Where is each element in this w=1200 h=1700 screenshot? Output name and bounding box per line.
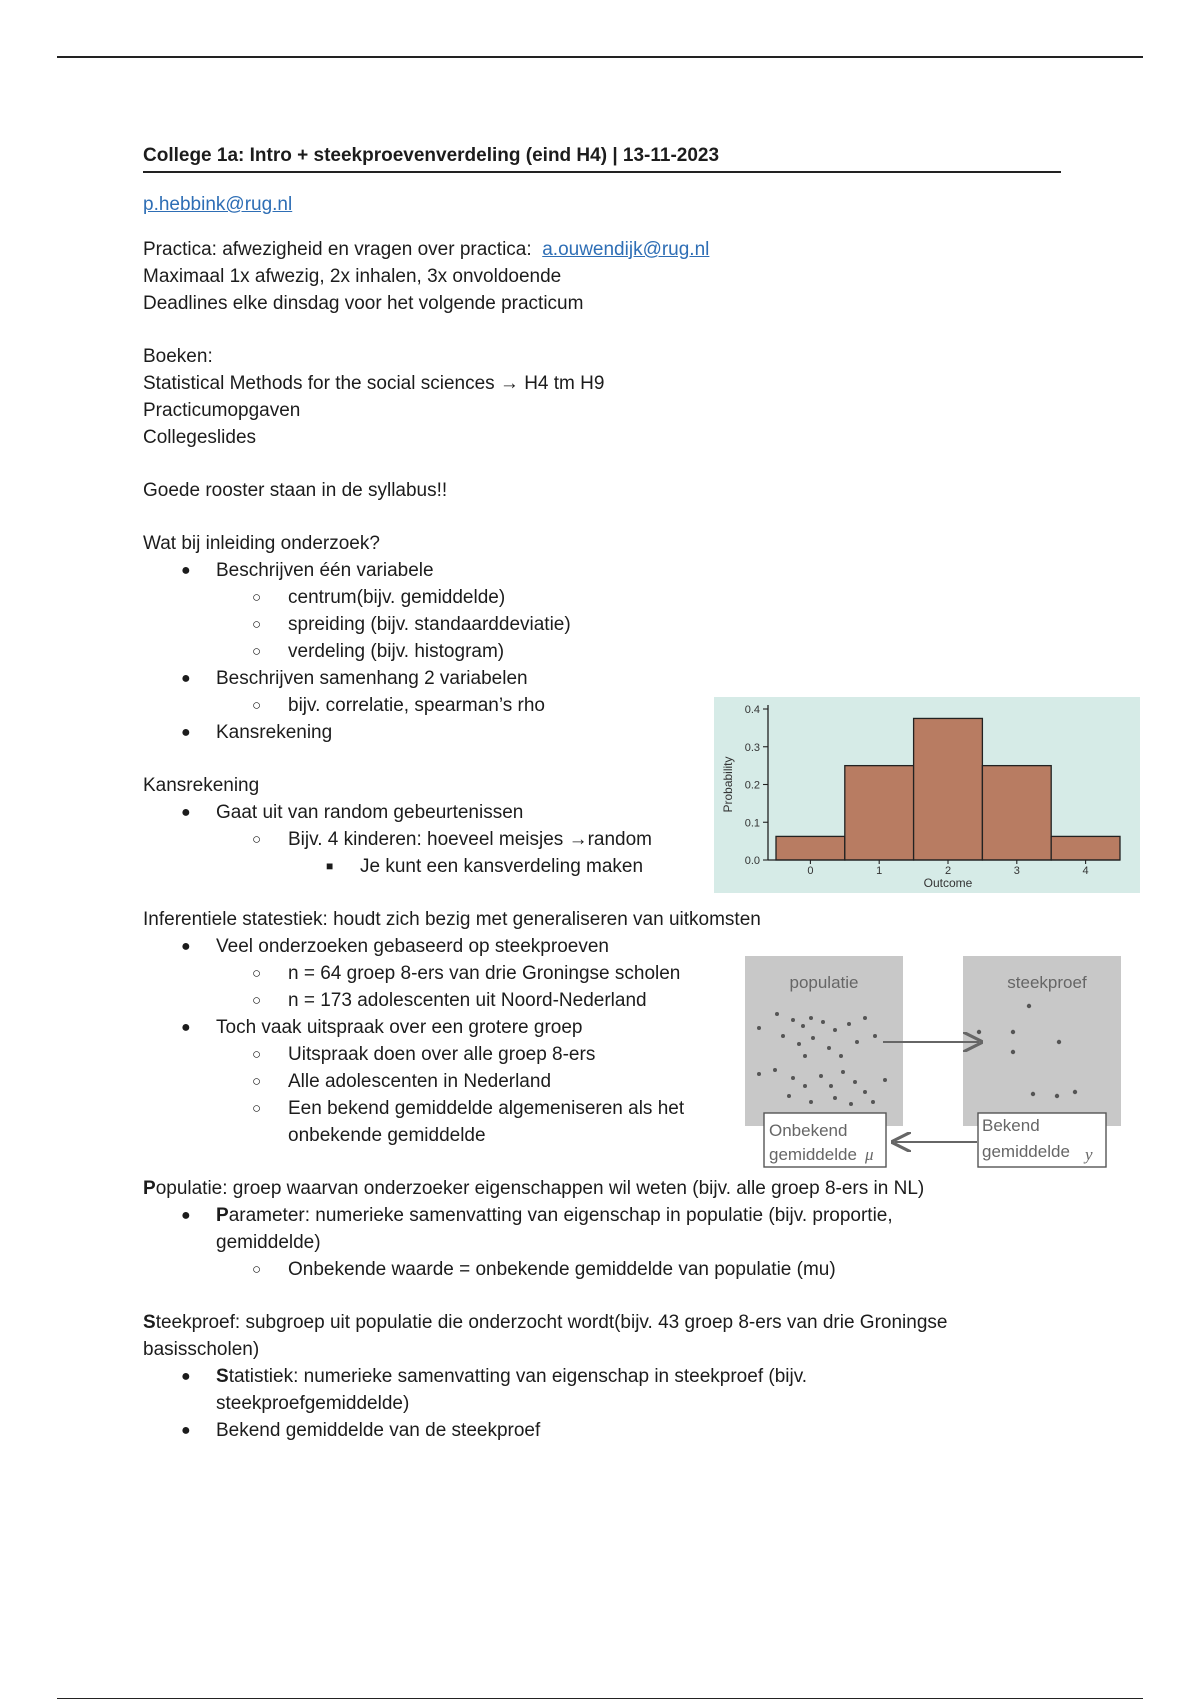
known-mean-line1: Bekend xyxy=(982,1116,1040,1135)
circle-bullet-icon: ○ xyxy=(252,616,262,633)
circle-bullet-icon: ○ xyxy=(252,965,262,982)
bottom-rule xyxy=(57,1698,1143,1699)
x-tick-label: 3 xyxy=(1013,865,1020,877)
list-item: ○ Bijv. 4 kinderen: hoeveel meisjes →random xyxy=(143,826,1063,853)
bullet-icon: ● xyxy=(181,562,191,579)
book-item: Practicumopgaven xyxy=(143,400,301,421)
mu-symbol: μ xyxy=(865,1145,874,1164)
inference-heading: Inferentiele statestiek: houdt zich bezig met generaliseren van uitkomsten xyxy=(143,909,761,930)
list-item: ○ spreiding (bijv. standaarddeviatie) xyxy=(143,611,1063,638)
histogram-bar xyxy=(914,718,983,860)
list-item: ○ verdeling (bijv. histogram) xyxy=(143,638,1063,665)
list-item: ■ Je kunt een kansverdeling maken xyxy=(143,853,1063,880)
list-item: ● Bekend gemiddelde van de steekproef xyxy=(143,1417,1063,1444)
list-item: ○ Uitspraak doen over alle groep 8-ers xyxy=(143,1041,1063,1068)
sample-label: steekproef xyxy=(1007,973,1087,992)
x-axis-label: Outcome xyxy=(923,876,973,890)
practica-deadline-line: Deadlines elke dinsdag voor het volgende practicum xyxy=(143,293,584,314)
circle-bullet-icon: ○ xyxy=(252,1073,262,1090)
y-tick-label: 0.4 xyxy=(744,704,760,716)
practica-text: Practica: afwezigheid en vragen over practica: xyxy=(143,239,532,260)
y-tick-label: 0.3 xyxy=(744,741,760,754)
y-tick-label: 0.2 xyxy=(744,779,760,792)
circle-bullet-icon: ○ xyxy=(252,831,262,848)
population-definition: Populatie: groep waarvan onderzoeker eigenschappen wil weten (bijv. alle groep 8-ers in NL) xyxy=(143,1178,925,1199)
book-item: Collegeslides xyxy=(143,427,257,448)
x-tick-label: 4 xyxy=(1082,865,1089,877)
histogram-bar xyxy=(1051,836,1120,860)
book-item: Statistical Methods for the social sciences → H4 tm H9 xyxy=(143,373,605,394)
population-label: populatie xyxy=(789,973,859,992)
lecturer-email-link[interactable]: p.hebbink@rug.nl xyxy=(143,194,293,215)
list-item: ● Statistiek: numerieke samenvatting van eigenschap in steekproef (bijv. steekproefgemiddelde) xyxy=(143,1363,976,1417)
circle-bullet-icon: ○ xyxy=(252,992,262,1009)
circle-bullet-icon: ○ xyxy=(252,1100,262,1117)
bullet-icon: ● xyxy=(181,1422,191,1439)
circle-bullet-icon: ○ xyxy=(252,589,262,606)
diagram-svg xyxy=(745,956,1125,1171)
list-item: ● Beschrijven samenhang 2 variabelen xyxy=(143,665,1063,692)
x-tick-label: 2 xyxy=(944,865,952,877)
bullet-icon: ● xyxy=(181,1368,191,1385)
population-list xyxy=(143,1202,1063,1283)
list-item: ○ Onbekende waarde = onbekende gemiddelde van populatie (mu) xyxy=(143,1256,1063,1283)
circle-bullet-icon: ○ xyxy=(252,1261,262,1278)
y-axis-label: Probability xyxy=(721,756,735,813)
bullet-icon: ● xyxy=(181,670,191,687)
list-item: ○ n = 173 adolescenten uit Noord-Nederland xyxy=(143,987,1063,1014)
histogram-bar xyxy=(776,836,845,860)
list-item: ● Kansrekening xyxy=(143,719,1063,746)
list-item: ● Gaat uit van random gebeurtenissen xyxy=(143,799,1063,826)
practica-email-link[interactable]: a.ouwendijk@rug.nl xyxy=(542,239,710,260)
top-rule xyxy=(57,56,1143,58)
probability-heading: Kansrekening xyxy=(143,775,260,796)
list-item: ○ Alle adolescenten in Nederland xyxy=(143,1068,1063,1095)
histogram-bar xyxy=(845,766,914,860)
schedule-note: Goede rooster staan in de syllabus!! xyxy=(143,480,448,501)
unknown-mean-line2: gemiddelde xyxy=(769,1145,857,1164)
y-tick-label: 0.0 xyxy=(744,855,760,867)
probability-histogram xyxy=(714,697,1140,893)
bullet-icon: ● xyxy=(181,724,191,741)
list-item: ○ n = 64 groep 8-ers van drie Groningse scholen xyxy=(143,960,1063,987)
circle-bullet-icon: ○ xyxy=(252,643,262,660)
books-heading: Boeken: xyxy=(143,346,213,367)
list-item: ● Beschrijven één variabele xyxy=(143,557,1063,584)
list-item: ● Veel onderzoeken gebaseerd op steekproeven xyxy=(143,933,1063,960)
histogram-svg xyxy=(714,697,1140,893)
x-tick-label: 0 xyxy=(807,865,814,877)
population-sample-diagram xyxy=(745,956,1125,1171)
x-tick-label: 1 xyxy=(876,865,883,877)
intro-heading: Wat bij inleiding onderzoek? xyxy=(143,533,380,554)
sample-definition: Steekproef: subgroep uit populatie die onderzocht wordt(bijv. 43 groep 8-ers van drie Groningse basisscholen) xyxy=(143,1312,948,1360)
bullet-icon: ● xyxy=(181,1207,191,1224)
list-item: ● Parameter: numerieke samenvatting van eigenschap in populatie (bijv. proportie, gemiddelde) xyxy=(143,1202,976,1256)
circle-bullet-icon: ○ xyxy=(252,1046,262,1063)
square-bullet-icon: ■ xyxy=(326,859,334,873)
histogram-bar xyxy=(982,766,1051,860)
list-item: ○ centrum(bijv. gemiddelde) xyxy=(143,584,1063,611)
list-item: ○ Een bekend gemiddelde algemeniseren als het onbekende gemiddelde xyxy=(143,1095,711,1149)
page-title: College 1a: Intro + steekproevenverdeling (eind H4) | 13-11-2023 xyxy=(143,142,1061,173)
sample-list xyxy=(143,1363,1063,1444)
y-bar-symbol: y xyxy=(1085,1145,1093,1164)
list-item: ○ bijv. correlatie, spearman’s rho xyxy=(143,692,1063,719)
y-tick-label: 0.1 xyxy=(744,817,760,830)
bullet-icon: ● xyxy=(181,938,191,955)
bullet-icon: ● xyxy=(181,1019,191,1036)
circle-bullet-icon: ○ xyxy=(252,697,262,714)
bullet-icon: ● xyxy=(181,804,191,821)
list-item: ● Toch vaak uitspraak over een grotere groep xyxy=(143,1014,1063,1041)
known-mean-line2: gemiddelde xyxy=(982,1142,1070,1161)
practica-line xyxy=(143,236,1063,263)
unknown-mean-line1: Onbekend xyxy=(769,1121,848,1140)
practica-absence-line: Maximaal 1x afwezig, 2x inhalen, 3x onvoldoende xyxy=(143,266,562,287)
